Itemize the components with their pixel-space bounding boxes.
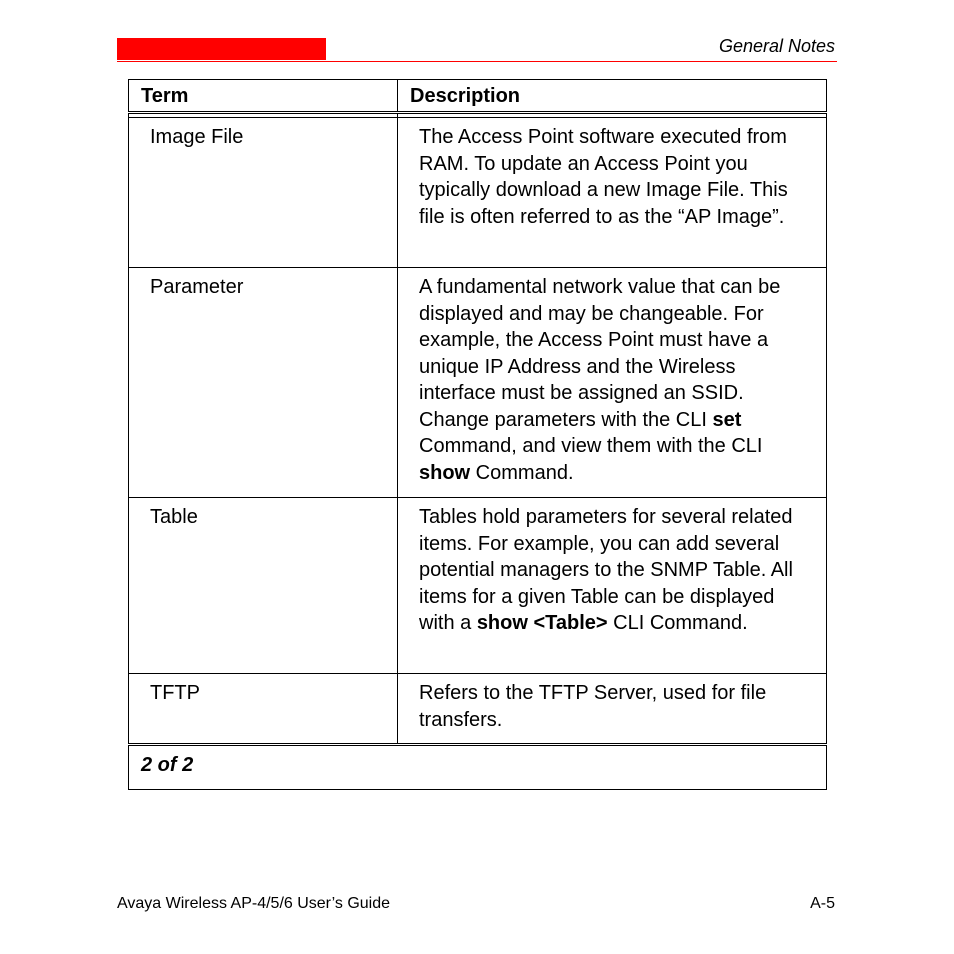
footer-guide-title: Avaya Wireless AP-4/5/6 User’s Guide [117, 895, 391, 912]
description-cell [398, 498, 827, 674]
term-cell: Image File [129, 118, 398, 268]
command-keyword: set [712, 408, 742, 431]
description-cell [398, 268, 827, 498]
pagination-label: 2 of 2 [129, 745, 827, 790]
column-header-term: Term [129, 80, 398, 113]
table-row [129, 268, 827, 498]
description-cell [398, 118, 827, 268]
glossary-table [128, 79, 827, 790]
header-accent-bar [117, 38, 326, 60]
description-text: A fundamental network value that can be displayed and may be changeable. For example, the Access Point must have a unique IP Address and the Wireless interface must be assigned an SSID. Change parameters with the CLI [419, 276, 781, 431]
description-text: Refers to the TFTP Server, used for file transfers. [419, 682, 767, 731]
table-row [129, 498, 827, 674]
description-cell [398, 674, 827, 745]
term-cell: Parameter [129, 268, 398, 498]
description-text: Tables hold parameters for several related items. For example, you can add several potential managers to the SNMP Table. All items for a given Table can be displayed with a [419, 506, 793, 634]
section-title: General Notes [718, 36, 835, 56]
description-text: Command, and view them with the CLI [419, 435, 763, 457]
table-header-row [129, 80, 827, 113]
pagination-row [129, 745, 827, 790]
term-cell: Table [129, 498, 398, 674]
footer-page-number: A-5 [810, 895, 835, 912]
table-row [129, 674, 827, 745]
command-keyword: show <Table> [476, 612, 608, 634]
command-keyword: show [419, 461, 471, 484]
description-text: Command. [470, 461, 574, 484]
column-header-description: Description [398, 80, 827, 113]
term-cell: TFTP [129, 674, 398, 745]
description-text: CLI Command. [607, 612, 748, 634]
header-rule [117, 61, 837, 62]
description-text: The Access Point software executed from RAM. To update an Access Point you typically download a new Image File. This file is often referred to as the “AP Image”. [419, 126, 788, 228]
table-row [129, 118, 827, 268]
